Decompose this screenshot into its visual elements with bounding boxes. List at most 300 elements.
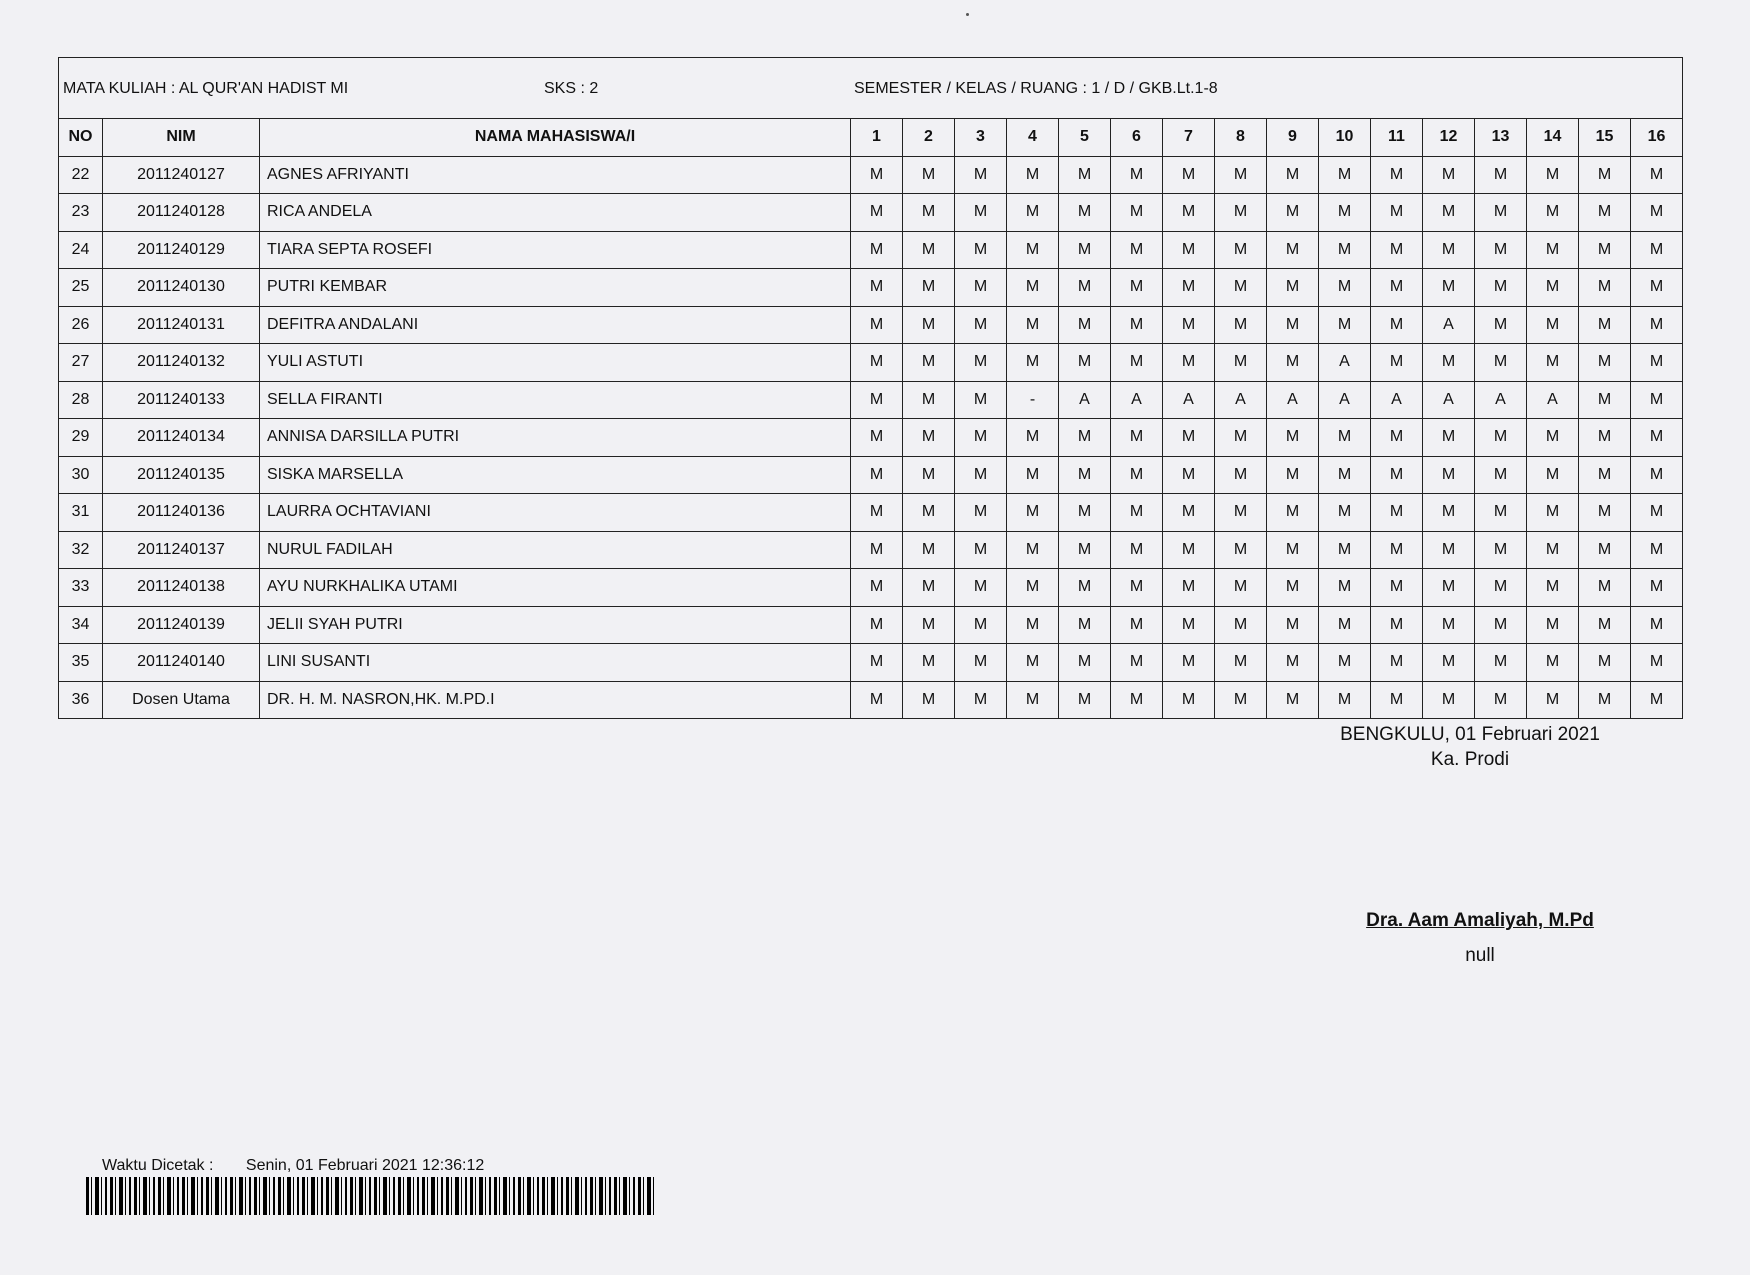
attendance-cell: M — [1631, 344, 1683, 382]
attendance-cell: M — [1059, 569, 1111, 607]
attendance-cell: M — [1059, 644, 1111, 682]
attendance-cell: M — [1059, 231, 1111, 269]
attendance-cell: M — [1579, 494, 1631, 532]
attendance-cell: M — [903, 606, 955, 644]
attendance-cell: M — [851, 419, 903, 457]
attendance-cell: M — [1059, 269, 1111, 307]
attendance-cell: M — [1111, 681, 1163, 719]
attendance-cell: M — [1371, 681, 1423, 719]
attendance-cell: M — [1423, 569, 1475, 607]
attendance-cell: M — [955, 456, 1007, 494]
table-row — [59, 419, 1683, 457]
attendance-cell: M — [1631, 531, 1683, 569]
table-row — [59, 156, 1683, 194]
attendance-cell: M — [1423, 419, 1475, 457]
attendance-cell: M — [1631, 381, 1683, 419]
attendance-cell: M — [1371, 456, 1423, 494]
attendance-cell: M — [1631, 156, 1683, 194]
course-info-row — [59, 58, 1683, 119]
row-no: 27 — [59, 344, 103, 382]
attendance-cell: M — [903, 231, 955, 269]
attendance-cell: A — [1319, 381, 1371, 419]
row-name: NURUL FADILAH — [260, 531, 851, 569]
attendance-cell: M — [851, 681, 903, 719]
attendance-cell: A — [1475, 381, 1527, 419]
attendance-cell: M — [955, 606, 1007, 644]
row-no: 34 — [59, 606, 103, 644]
attendance-cell: M — [1423, 531, 1475, 569]
col-header-meeting-9: 9 — [1267, 119, 1319, 157]
row-nim: 2011240139 — [103, 606, 260, 644]
attendance-cell: M — [1527, 494, 1579, 532]
attendance-cell: M — [851, 231, 903, 269]
col-header-no: NO — [59, 119, 103, 157]
attendance-cell: M — [903, 494, 955, 532]
row-no: 35 — [59, 644, 103, 682]
table-row — [59, 456, 1683, 494]
attendance-cell: M — [1319, 306, 1371, 344]
attendance-cell: M — [1215, 569, 1267, 607]
row-nim: 2011240130 — [103, 269, 260, 307]
attendance-cell: M — [1059, 531, 1111, 569]
attendance-cell: M — [1527, 344, 1579, 382]
attendance-cell: M — [1111, 231, 1163, 269]
row-name: DR. H. M. NASRON,HK. M.PD.I — [260, 681, 851, 719]
attendance-cell: M — [1475, 306, 1527, 344]
attendance-cell: M — [1007, 306, 1059, 344]
attendance-cell: M — [1579, 344, 1631, 382]
attendance-cell: M — [1371, 606, 1423, 644]
attendance-cell: A — [1111, 381, 1163, 419]
attendance-cell: M — [1215, 606, 1267, 644]
row-no: 32 — [59, 531, 103, 569]
attendance-cell: M — [955, 344, 1007, 382]
row-name: SISKA MARSELLA — [260, 456, 851, 494]
attendance-cell: M — [1319, 269, 1371, 307]
attendance-cell: M — [1371, 156, 1423, 194]
attendance-cell: M — [1475, 419, 1527, 457]
attendance-cell: M — [1007, 344, 1059, 382]
table-row — [59, 606, 1683, 644]
row-nim: 2011240131 — [103, 306, 260, 344]
attendance-cell: M — [1423, 644, 1475, 682]
col-header-meeting-11: 11 — [1371, 119, 1423, 157]
attendance-cell: M — [1111, 606, 1163, 644]
staple-mark — [966, 13, 969, 16]
attendance-cell: M — [955, 681, 1007, 719]
attendance-cell: M — [851, 269, 903, 307]
table-row — [59, 194, 1683, 232]
attendance-cell: M — [1059, 456, 1111, 494]
attendance-cell: M — [1111, 531, 1163, 569]
attendance-cell: M — [955, 644, 1007, 682]
row-no: 30 — [59, 456, 103, 494]
attendance-cell: M — [1319, 231, 1371, 269]
signer-id: null — [1465, 945, 1495, 966]
col-header-meeting-16: 16 — [1631, 119, 1683, 157]
row-nim: 2011240128 — [103, 194, 260, 232]
attendance-cell: M — [1579, 269, 1631, 307]
row-nim: 2011240136 — [103, 494, 260, 532]
attendance-cell: M — [1371, 494, 1423, 532]
attendance-cell: M — [1631, 569, 1683, 607]
attendance-cell: M — [1579, 231, 1631, 269]
col-header-meeting-6: 6 — [1111, 119, 1163, 157]
course-name: MATA KULIAH : AL QUR'AN HADIST MI — [63, 80, 349, 97]
attendance-cell: M — [1319, 456, 1371, 494]
col-header-meeting-2: 2 — [903, 119, 955, 157]
attendance-cell: M — [903, 381, 955, 419]
attendance-cell: M — [1371, 344, 1423, 382]
attendance-cell: M — [1111, 456, 1163, 494]
attendance-cell: M — [1059, 156, 1111, 194]
attendance-cell: M — [1319, 419, 1371, 457]
attendance-cell: M — [1215, 644, 1267, 682]
attendance-cell: M — [903, 419, 955, 457]
row-name: AGNES AFRIYANTI — [260, 156, 851, 194]
attendance-cell: M — [1163, 531, 1215, 569]
row-name: JELII SYAH PUTRI — [260, 606, 851, 644]
row-no: 24 — [59, 231, 103, 269]
attendance-cell: M — [851, 306, 903, 344]
attendance-cell: M — [1579, 644, 1631, 682]
attendance-cell: M — [1631, 269, 1683, 307]
attendance-cell: M — [955, 419, 1007, 457]
attendance-cell: M — [1423, 456, 1475, 494]
attendance-cell: M — [1111, 156, 1163, 194]
attendance-cell: M — [1267, 269, 1319, 307]
attendance-cell: M — [1579, 456, 1631, 494]
attendance-cell: M — [1163, 681, 1215, 719]
attendance-cell: M — [1215, 419, 1267, 457]
table-row — [59, 381, 1683, 419]
attendance-cell: M — [955, 156, 1007, 194]
attendance-cell: M — [1059, 344, 1111, 382]
col-header-meeting-7: 7 — [1163, 119, 1215, 157]
attendance-cell: M — [1215, 681, 1267, 719]
attendance-cell: M — [1579, 306, 1631, 344]
row-name: AYU NURKHALIKA UTAMI — [260, 569, 851, 607]
attendance-cell: M — [1475, 269, 1527, 307]
attendance-cell: M — [1371, 269, 1423, 307]
table-row — [59, 494, 1683, 532]
attendance-cell: M — [851, 494, 903, 532]
attendance-cell: M — [1631, 456, 1683, 494]
attendance-cell: M — [1163, 456, 1215, 494]
attendance-cell: M — [1423, 269, 1475, 307]
attendance-cell: M — [1475, 231, 1527, 269]
attendance-cell: M — [1423, 231, 1475, 269]
attendance-cell: M — [1527, 531, 1579, 569]
col-header-meeting-12: 12 — [1423, 119, 1475, 157]
attendance-cell: M — [1163, 231, 1215, 269]
print-timestamp — [102, 1157, 484, 1175]
attendance-cell: M — [1475, 569, 1527, 607]
attendance-cell: M — [1007, 269, 1059, 307]
attendance-cell: M — [1111, 644, 1163, 682]
attendance-cell: M — [851, 531, 903, 569]
attendance-cell: M — [1475, 194, 1527, 232]
attendance-cell: A — [1215, 381, 1267, 419]
attendance-cell: A — [1371, 381, 1423, 419]
attendance-cell: M — [1579, 681, 1631, 719]
attendance-cell: M — [1631, 494, 1683, 532]
attendance-cell: M — [1215, 306, 1267, 344]
row-nim: 2011240127 — [103, 156, 260, 194]
barcode-icon — [86, 1177, 654, 1215]
attendance-cell: M — [1475, 494, 1527, 532]
row-no: 28 — [59, 381, 103, 419]
attendance-cell: M — [851, 344, 903, 382]
row-nim: 2011240133 — [103, 381, 260, 419]
row-nim: Dosen Utama — [103, 681, 260, 719]
attendance-cell: M — [1527, 569, 1579, 607]
attendance-cell: M — [1215, 531, 1267, 569]
attendance-cell: M — [1163, 306, 1215, 344]
attendance-cell: M — [1527, 194, 1579, 232]
attendance-cell: M — [1631, 194, 1683, 232]
row-no: 26 — [59, 306, 103, 344]
attendance-cell: M — [1215, 456, 1267, 494]
attendance-cell: M — [1579, 419, 1631, 457]
attendance-cell: M — [1319, 644, 1371, 682]
attendance-cell: M — [851, 156, 903, 194]
attendance-cell: M — [903, 306, 955, 344]
semester-class-room: SEMESTER / KELAS / RUANG : 1 / D / GKB.Lt.1-8 — [854, 80, 1218, 97]
attendance-cell: M — [1371, 194, 1423, 232]
table-header-row — [59, 119, 1683, 157]
table-row — [59, 681, 1683, 719]
attendance-cell: A — [1163, 381, 1215, 419]
attendance-cell: M — [1267, 306, 1319, 344]
attendance-cell: M — [1007, 194, 1059, 232]
attendance-cell: M — [1423, 344, 1475, 382]
attendance-cell: M — [1319, 606, 1371, 644]
row-name: DEFITRA ANDALANI — [260, 306, 851, 344]
table-row — [59, 269, 1683, 307]
attendance-cell: M — [1423, 194, 1475, 232]
attendance-cell: M — [1631, 681, 1683, 719]
attendance-cell: M — [955, 306, 1007, 344]
attendance-cell: M — [1579, 381, 1631, 419]
attendance-cell: M — [1631, 606, 1683, 644]
attendance-cell: M — [1059, 419, 1111, 457]
attendance-cell: M — [1267, 231, 1319, 269]
row-nim: 2011240135 — [103, 456, 260, 494]
attendance-cell: M — [1007, 156, 1059, 194]
attendance-cell: M — [1059, 606, 1111, 644]
attendance-cell: M — [1319, 494, 1371, 532]
attendance-cell: - — [1007, 381, 1059, 419]
row-name: ANNISA DARSILLA PUTRI — [260, 419, 851, 457]
col-header-meeting-14: 14 — [1527, 119, 1579, 157]
attendance-cell: M — [955, 494, 1007, 532]
col-header-meeting-15: 15 — [1579, 119, 1631, 157]
attendance-cell: A — [1319, 344, 1371, 382]
attendance-cell: M — [1423, 681, 1475, 719]
attendance-cell: M — [1267, 344, 1319, 382]
col-header-meeting-3: 3 — [955, 119, 1007, 157]
table-row — [59, 644, 1683, 682]
attendance-cell: M — [1527, 681, 1579, 719]
attendance-cell: M — [1007, 606, 1059, 644]
attendance-cell: M — [1007, 569, 1059, 607]
attendance-cell: M — [1163, 156, 1215, 194]
attendance-cell: M — [1059, 494, 1111, 532]
attendance-cell: M — [903, 344, 955, 382]
attendance-cell: M — [1371, 419, 1423, 457]
attendance-cell: M — [1267, 606, 1319, 644]
attendance-cell: M — [903, 456, 955, 494]
attendance-cell: M — [1267, 681, 1319, 719]
attendance-cell: M — [1319, 531, 1371, 569]
attendance-cell: M — [1007, 456, 1059, 494]
attendance-cell: M — [903, 569, 955, 607]
row-nim: 2011240132 — [103, 344, 260, 382]
attendance-cell: M — [1319, 681, 1371, 719]
attendance-cell: M — [1319, 569, 1371, 607]
attendance-cell: M — [1579, 569, 1631, 607]
course-sks: SKS : 2 — [544, 80, 599, 97]
signer-role: Ka. Prodi — [1430, 749, 1510, 770]
attendance-cell: M — [1475, 156, 1527, 194]
attendance-cell: M — [955, 194, 1007, 232]
attendance-cell: M — [1423, 156, 1475, 194]
attendance-cell: M — [1475, 344, 1527, 382]
attendance-cell: M — [903, 269, 955, 307]
attendance-cell: M — [1527, 644, 1579, 682]
attendance-cell: M — [1007, 681, 1059, 719]
attendance-cell: M — [1111, 269, 1163, 307]
attendance-cell: M — [1527, 231, 1579, 269]
attendance-cell: M — [1111, 306, 1163, 344]
attendance-cell: M — [1215, 194, 1267, 232]
col-header-meeting-5: 5 — [1059, 119, 1111, 157]
attendance-cell: M — [1267, 456, 1319, 494]
attendance-cell: M — [1111, 194, 1163, 232]
attendance-cell: M — [1527, 456, 1579, 494]
attendance-cell: M — [1267, 531, 1319, 569]
row-name: RICA ANDELA — [260, 194, 851, 232]
row-nim: 2011240140 — [103, 644, 260, 682]
attendance-cell: M — [1371, 306, 1423, 344]
attendance-cell: M — [1059, 194, 1111, 232]
attendance-cell: M — [1215, 494, 1267, 532]
attendance-cell: M — [1059, 681, 1111, 719]
row-name: LAURRA OCHTAVIANI — [260, 494, 851, 532]
attendance-cell: M — [1527, 306, 1579, 344]
attendance-cell: M — [1475, 531, 1527, 569]
attendance-cell: M — [1007, 531, 1059, 569]
table-row — [59, 344, 1683, 382]
attendance-cell: M — [1163, 606, 1215, 644]
attendance-cell: M — [1579, 531, 1631, 569]
row-nim: 2011240138 — [103, 569, 260, 607]
col-header-meeting-4: 4 — [1007, 119, 1059, 157]
col-header-nim: NIM — [103, 119, 260, 157]
attendance-cell: M — [955, 381, 1007, 419]
attendance-cell: M — [1163, 644, 1215, 682]
attendance-cell: M — [1163, 569, 1215, 607]
attendance-cell: M — [1215, 269, 1267, 307]
attendance-cell: M — [1475, 606, 1527, 644]
attendance-cell: M — [1527, 269, 1579, 307]
attendance-cell: M — [1215, 156, 1267, 194]
attendance-cell: A — [1059, 381, 1111, 419]
col-header-meeting-10: 10 — [1319, 119, 1371, 157]
attendance-cell: M — [903, 681, 955, 719]
attendance-cell: M — [851, 456, 903, 494]
attendance-cell: M — [1319, 194, 1371, 232]
attendance-cell: M — [955, 569, 1007, 607]
attendance-cell: M — [1631, 231, 1683, 269]
attendance-cell: M — [955, 269, 1007, 307]
col-header-meeting-13: 13 — [1475, 119, 1527, 157]
attendance-cell: A — [1423, 306, 1475, 344]
signer-name: Dra. Aam Amaliyah, M.Pd — [1366, 910, 1594, 931]
row-no: 23 — [59, 194, 103, 232]
attendance-cell: M — [1007, 644, 1059, 682]
row-no: 36 — [59, 681, 103, 719]
row-name: YULI ASTUTI — [260, 344, 851, 382]
row-no: 33 — [59, 569, 103, 607]
attendance-cell: M — [1007, 231, 1059, 269]
row-nim: 2011240137 — [103, 531, 260, 569]
attendance-cell: M — [903, 194, 955, 232]
place-date: BENGKULU, 01 Februari 2021 — [1340, 724, 1600, 745]
attendance-cell: M — [851, 644, 903, 682]
attendance-cell: M — [903, 156, 955, 194]
print-label: Waktu Dicetak : — [102, 1157, 214, 1174]
attendance-cell: M — [1111, 419, 1163, 457]
attendance-cell: M — [851, 381, 903, 419]
row-name: PUTRI KEMBAR — [260, 269, 851, 307]
attendance-cell: M — [1527, 419, 1579, 457]
attendance-cell: M — [1527, 156, 1579, 194]
attendance-cell: M — [1631, 306, 1683, 344]
attendance-cell: M — [1267, 419, 1319, 457]
attendance-cell: M — [1267, 494, 1319, 532]
attendance-cell: M — [1267, 644, 1319, 682]
attendance-cell: M — [1423, 494, 1475, 532]
attendance-cell: M — [1371, 644, 1423, 682]
row-no: 31 — [59, 494, 103, 532]
attendance-cell: M — [1111, 344, 1163, 382]
attendance-cell: M — [1319, 156, 1371, 194]
attendance-cell: M — [1215, 344, 1267, 382]
table-row — [59, 231, 1683, 269]
attendance-cell: M — [1579, 156, 1631, 194]
attendance-cell: M — [1163, 269, 1215, 307]
row-no: 22 — [59, 156, 103, 194]
attendance-cell: M — [1059, 306, 1111, 344]
attendance-cell: M — [1163, 344, 1215, 382]
col-header-meeting-8: 8 — [1215, 119, 1267, 157]
attendance-cell: A — [1527, 381, 1579, 419]
attendance-cell: M — [1475, 681, 1527, 719]
row-nim: 2011240129 — [103, 231, 260, 269]
attendance-cell: M — [851, 194, 903, 232]
attendance-cell: M — [1215, 231, 1267, 269]
table-row — [59, 306, 1683, 344]
attendance-cell: A — [1267, 381, 1319, 419]
table-row — [59, 531, 1683, 569]
attendance-cell: M — [1267, 194, 1319, 232]
row-nim: 2011240134 — [103, 419, 260, 457]
attendance-cell: M — [955, 231, 1007, 269]
attendance-cell: M — [1631, 419, 1683, 457]
attendance-cell: M — [1007, 419, 1059, 457]
